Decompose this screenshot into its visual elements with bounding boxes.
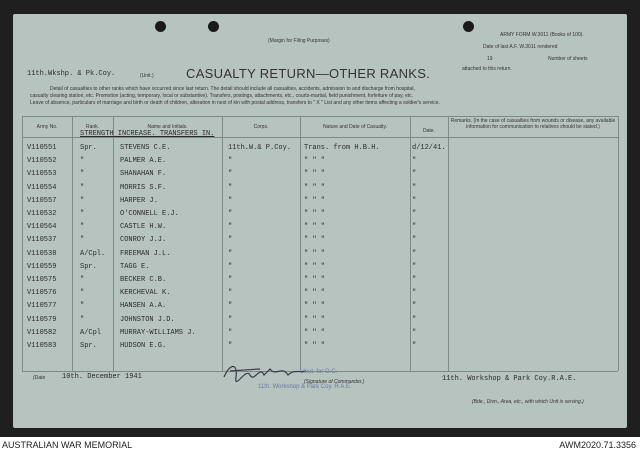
col-header-name: Name and Initials. (147, 124, 188, 130)
row-cell-corps: " (228, 276, 233, 284)
row-cell-date: " (412, 342, 417, 350)
col-header-date: Date. (423, 128, 435, 134)
table-row (0, 263, 614, 274)
table-row (0, 329, 614, 340)
signature-caption: (Signature of Commander.) (304, 379, 365, 385)
row-cell-nature: " " " (304, 183, 326, 192)
col-divider (618, 116, 619, 371)
table-row (0, 289, 614, 300)
row-cell-name: BECKER C.B. (120, 276, 167, 284)
row-cell-date: " (412, 262, 417, 271)
row-cell-rank: Spr. (80, 342, 97, 350)
table-row (0, 250, 614, 261)
row-cell-army-no: V110576 (27, 289, 57, 298)
row-cell-rank: Spr. (80, 262, 97, 271)
row-cell-name: TAGG E. (120, 262, 150, 271)
row-cell-name: MURRAY-WILLIAMS J. (120, 328, 196, 337)
row-cell-date: d/12/41. (412, 144, 446, 152)
filing-hole-left (155, 21, 166, 32)
row-cell-army-no: V110559 (27, 262, 57, 271)
row-cell-corps: " (228, 342, 233, 350)
row-cell-nature: " " " (304, 276, 326, 284)
row-cell-army-no: V110582 (27, 328, 57, 337)
unit-name: 11th.Wkshp. & Pk.Coy. (27, 70, 116, 78)
col-header-rank: Rank. (85, 124, 100, 130)
col-header-army-no: Army No. (36, 124, 58, 130)
row-cell-date: " (412, 183, 417, 192)
row-cell-nature: " " " (304, 196, 326, 205)
row-cell-corps: " (228, 302, 233, 311)
row-cell-name: MORRIS S.F. (120, 183, 167, 192)
row-cell-date: " (412, 328, 417, 337)
row-cell-army-no: V110553 (27, 170, 57, 179)
table-row (0, 184, 614, 195)
row-cell-date: " (412, 249, 417, 258)
row-cell-army-no: V110554 (27, 183, 57, 192)
row-cell-corps: " (228, 289, 233, 298)
row-cell-army-no: V110575 (27, 276, 57, 284)
year-line: 19 (487, 56, 493, 62)
row-cell-date: " (412, 196, 417, 205)
row-cell-nature: " " " (304, 157, 326, 166)
row-cell-nature: " " " (304, 289, 326, 298)
stamp-line-2: 11th. Workshop & Park Coy. R.A.E. (258, 384, 352, 390)
row-cell-rank: " (80, 196, 85, 205)
col-header-corps: Corps. (253, 124, 269, 130)
row-cell-rank: " (80, 170, 85, 179)
row-cell-nature: " " " (304, 210, 326, 218)
filing-hole-right (463, 21, 474, 32)
archive-name: AUSTRALIAN WAR MEMORIAL (2, 440, 133, 450)
row-cell-corps: " (228, 236, 233, 245)
row-cell-rank: " (80, 302, 85, 311)
table-row (0, 302, 614, 313)
row-cell-corps: " (228, 157, 233, 166)
table-row (0, 144, 614, 155)
row-cell-rank: " (80, 157, 85, 166)
number-of-sheets: Number of sheets (548, 56, 588, 62)
table-row (0, 210, 614, 221)
row-cell-army-no: V110532 (27, 210, 57, 218)
row-cell-date: " (412, 302, 417, 311)
row-cell-corps: " (228, 210, 233, 218)
row-cell-name: SHANAHAN F. (120, 170, 167, 179)
row-cell-rank: A/Cpl (80, 328, 102, 337)
serving-unit-caption: (Bde., Divn., Area, etc., with which Unit is serving.) (472, 399, 584, 405)
row-cell-nature: Trans. from H.B.H. (304, 144, 380, 152)
row-cell-army-no: V110579 (27, 315, 57, 324)
row-cell-name: HUDSON E.G. (120, 342, 167, 350)
table-row (0, 197, 614, 208)
row-cell-name: HARPER J. (120, 196, 158, 205)
row-cell-rank: " (80, 223, 85, 232)
row-cell-date: " (412, 157, 417, 166)
stamp-line-1: Lieut. for O.C. (300, 369, 338, 375)
row-cell-rank: " (80, 289, 85, 298)
col-header-nature: Nature and Date of Casualty. (322, 124, 388, 130)
row-cell-name: KERCHEVAL K. (120, 289, 171, 298)
row-cell-date: " (412, 170, 417, 179)
row-cell-army-no: V110538 (27, 249, 57, 258)
row-cell-rank: " (80, 210, 85, 218)
row-cell-nature: " " " (304, 170, 326, 179)
row-cell-name: HANSEN A.A. (120, 302, 167, 311)
row-cell-army-no: V110552 (27, 157, 57, 166)
col-header-remarks: Remarks. (In the case of casualties from wounds or disease, any available information for communication to relatives should be stated.) (450, 118, 616, 130)
row-cell-corps: " (228, 249, 233, 258)
attached-note: attached to this return. (462, 66, 512, 72)
form-name: ARMY FORM W.3011 (Books of 100). (500, 32, 584, 38)
row-cell-rank: " (80, 236, 85, 245)
row-cell-army-no: V110577 (27, 302, 57, 311)
table-top-rule (22, 116, 618, 117)
instructions-line-2: casualty clearing station, etc. Promotion (acting, temporary, local or substantive). Transfers, postings, attachments, etc., courts-martial, field punishment, forfeiture of pay, etc. (30, 93, 414, 99)
row-cell-name: FREEMAN J.L. (120, 249, 171, 258)
row-cell-nature: " " " (304, 342, 326, 350)
row-cell-corps: " (228, 262, 233, 271)
row-cell-name: O'CONNELL E.J. (120, 210, 179, 218)
table-row (0, 157, 614, 168)
table-row (0, 170, 614, 181)
row-cell-nature: " " " (304, 328, 326, 337)
table-row (0, 316, 614, 327)
row-cell-date: " (412, 276, 417, 284)
table-row (0, 342, 614, 353)
row-cell-name: JOHNSTON J.D. (120, 315, 175, 324)
page-title: CASUALTY RETURN—OTHER RANKS. (186, 66, 431, 81)
row-cell-date: " (412, 289, 417, 298)
row-cell-nature: " " " (304, 236, 326, 245)
row-cell-date: " (412, 210, 417, 218)
row-cell-date: " (412, 236, 417, 245)
row-cell-corps: " (228, 315, 233, 324)
row-cell-corps: " (228, 183, 233, 192)
date-label: (Date (33, 375, 46, 381)
row-cell-corps: " (228, 328, 233, 337)
row-cell-name: CONROY J.J. (120, 236, 167, 245)
archive-caption-bar (0, 438, 640, 452)
row-cell-rank: Spr. (80, 144, 97, 152)
row-cell-nature: " " " (304, 223, 326, 232)
table-row (0, 276, 614, 287)
serving-unit: 11th. Workshop & Park Coy.R.A.E. (442, 375, 577, 383)
row-cell-rank: " (80, 276, 85, 284)
row-cell-army-no: V110537 (27, 236, 57, 245)
instructions-line-3: Leave of absence, particulars of marriage and birth or death of children, alteration in next of kin with postal address, transfers to " X " List and any other items affecting a soldier's service. (30, 100, 440, 106)
row-cell-nature: " " " (304, 262, 326, 271)
section-heading: STRENGTH INCREASE. TRANSFERS IN. (80, 130, 215, 138)
row-cell-army-no: V110551 (27, 144, 57, 152)
row-cell-corps: " (228, 223, 233, 232)
row-cell-name: CASTLE H.W. (120, 223, 167, 232)
row-cell-date: " (412, 315, 417, 324)
unit-caption: (Unit.) (140, 73, 154, 79)
date-last-return: Date of last A.F. W.3011 rendered (483, 44, 558, 50)
row-cell-nature: " " " (304, 249, 326, 258)
row-cell-corps: " (228, 196, 233, 205)
instructions-line-1: Detail of casualties to other ranks which have occurred since last return. The detail should include all casualties, accidents, admission to and discharge from hospital, (50, 86, 415, 92)
row-cell-nature: " " " (304, 315, 326, 324)
row-cell-army-no: V110583 (27, 342, 57, 350)
row-cell-rank: " (80, 315, 85, 324)
row-cell-army-no: V110557 (27, 196, 57, 205)
archive-accession: AWM2020.71.3356 (559, 440, 636, 450)
row-cell-corps: " (228, 170, 233, 179)
row-cell-date: " (412, 223, 417, 232)
row-cell-army-no: V110564 (27, 223, 57, 232)
margin-note: (Margin for Filing Purposes) (268, 38, 330, 44)
filing-hole-center (208, 21, 219, 32)
row-cell-corps: 11th.W.& P.Coy. (228, 144, 292, 152)
table-row (0, 236, 614, 247)
row-cell-rank: A/Cpl. (80, 249, 106, 258)
row-cell-nature: " " " (304, 302, 326, 311)
table-row (0, 223, 614, 234)
row-cell-name: PALMER A.E. (120, 157, 167, 166)
row-cell-rank: " (80, 183, 85, 192)
return-date: 10th. December 1941 (62, 373, 142, 381)
row-cell-name: STEVENS C.E. (120, 144, 171, 152)
